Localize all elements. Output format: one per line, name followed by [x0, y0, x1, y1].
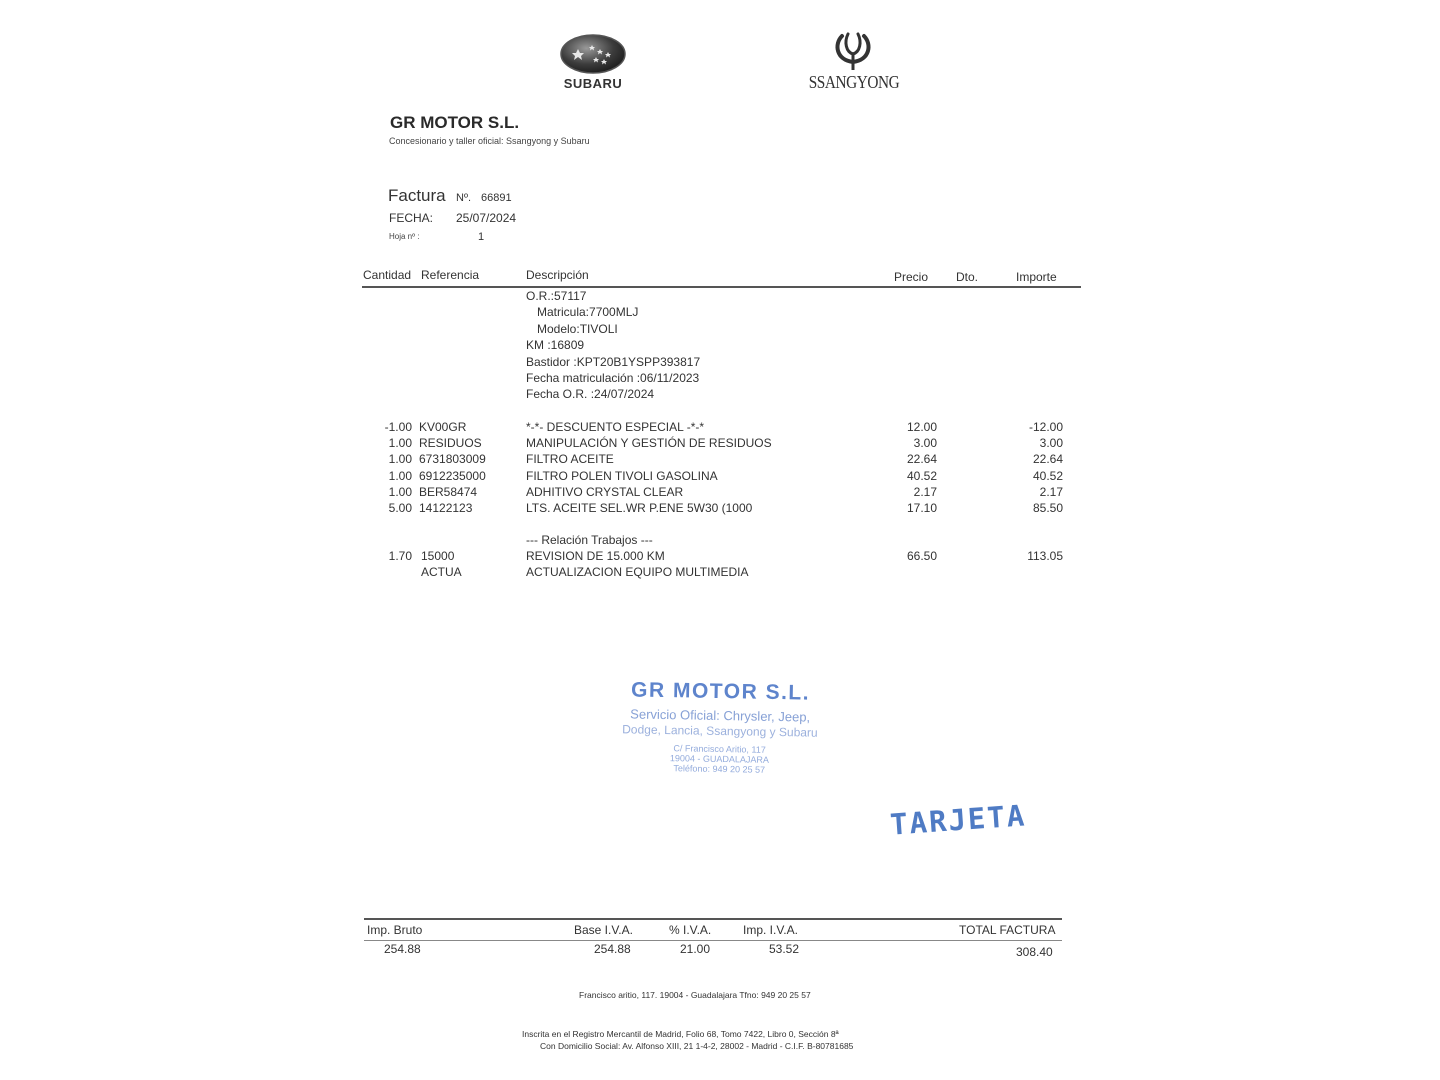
column-header-description: Descripción	[526, 268, 589, 282]
work-order-date: Fecha O.R. :24/07/2024	[526, 387, 655, 402]
row-reference: KV00GR	[419, 420, 467, 434]
row-amount: 85.50	[1032, 501, 1063, 515]
sheet-label: Hoja nº :	[389, 232, 420, 241]
row-description: *-*- DESCUENTO ESPECIAL -*-*	[526, 420, 705, 434]
row-description: MANIPULACIÓN Y GESTIÓN DE RESIDUOS	[526, 436, 772, 450]
vat-amount-label: Imp. I.V.A.	[743, 923, 798, 937]
row-amount: 113.05	[1027, 549, 1063, 563]
payment-method-stamp: TARJETA	[888, 798, 1028, 842]
totals-divider	[364, 918, 1062, 920]
work-order-number: O.R.:57117	[526, 289, 587, 303]
row-amount: 3.00	[1039, 436, 1063, 450]
column-header-discount: Dto.	[956, 270, 979, 284]
work-order-info	[526, 288, 700, 403]
invoice-total: 308.40	[1016, 945, 1053, 959]
company-name: GR MOTOR S.L.	[390, 113, 520, 132]
registration-date: Fecha matriculación :06/11/2023	[526, 371, 700, 386]
stamp-company-name: GR MOTOR S.L.	[630, 678, 811, 705]
row-description: FILTRO POLEN TIVOLI GASOLINA	[526, 469, 718, 483]
stamp-city-line: 19004 - GUADALAJARA	[669, 753, 770, 765]
company-stamp	[605, 678, 835, 776]
column-header-price: Precio	[894, 270, 929, 284]
row-quantity: 1.00	[388, 452, 412, 466]
row-price: 17.10	[906, 501, 937, 515]
stamp-service-line: Servicio Oficial: Chrysler, Jeep,	[630, 706, 811, 725]
subaru-wordmark: SUBARU	[563, 76, 623, 91]
row-reference: 6731803009	[419, 452, 486, 466]
invoice-date-label: FECHA:	[389, 211, 434, 225]
column-header-quantity: Cantidad	[363, 268, 412, 282]
row-reference: RESIDUOS	[419, 436, 482, 450]
gross-amount-label: Imp. Bruto	[367, 923, 423, 937]
invoice-date: 25/07/2024	[456, 211, 517, 225]
row-description: ACTUALIZACION EQUIPO MULTIMEDIA	[526, 565, 749, 579]
row-price: 66.50	[906, 549, 937, 563]
row-reference: BER58474	[419, 485, 478, 499]
row-reference: 15000	[421, 549, 455, 563]
row-description: LTS. ACEITE SEL.WR P.ENE 5W30 (1000	[526, 501, 753, 515]
row-quantity: 1.70	[388, 549, 412, 563]
column-header-amount: Importe	[1016, 270, 1057, 284]
mileage: KM :16809	[526, 338, 585, 353]
table-row	[0, 452, 1440, 468]
ssangyong-wordmark: SSANGYONG	[808, 72, 900, 92]
row-amount: 40.52	[1032, 469, 1063, 483]
vat-rate-label: % I.V.A.	[669, 923, 712, 937]
row-quantity: 1.00	[388, 469, 412, 483]
row-amount: 2.17	[1039, 485, 1063, 499]
ssangyong-logo	[826, 30, 880, 74]
row-reference: ACTUA	[421, 565, 462, 579]
company-tagline: Concesionario y taller oficial: Ssangyong y Subaru	[389, 136, 590, 146]
plate-number: Matricula:7700MLJ	[537, 305, 639, 320]
vehicle-model: Modelo:TIVOLI	[537, 321, 618, 336]
row-amount: -12.00	[1028, 420, 1063, 434]
row-quantity: 1.00	[388, 436, 412, 450]
table-row	[0, 469, 1440, 485]
row-price: 22.64	[906, 452, 937, 466]
invoice-number: 66891	[481, 192, 512, 204]
row-price: 40.52	[906, 469, 937, 483]
stamp-address-line: C/ Francisco Aritio, 117	[673, 743, 766, 755]
row-description: REVISION DE 15.000 KM	[526, 549, 665, 563]
invoice-total-label: TOTAL FACTURA	[959, 923, 1056, 937]
table-row	[0, 420, 1440, 436]
table-row	[0, 485, 1440, 501]
column-header-reference: Referencia	[421, 268, 480, 282]
row-quantity: 1.00	[388, 485, 412, 499]
row-reference: 14122123	[419, 501, 473, 515]
table-row	[0, 436, 1440, 452]
invoice-number-label: Nº.	[456, 192, 472, 204]
totals-subdivider	[364, 940, 1062, 941]
chassis-number: Bastidor :KPT20B1YSPP393817	[526, 354, 701, 369]
stamp-phone-line: Teléfono: 949 20 25 57	[673, 763, 766, 775]
row-price: 12.00	[906, 420, 937, 434]
row-quantity: -1.00	[384, 420, 412, 434]
table-row	[0, 565, 1440, 581]
row-description: ADHITIVO CRYSTAL CLEAR	[526, 485, 684, 499]
row-description: FILTRO ACEITE	[526, 452, 614, 466]
row-quantity: 5.00	[388, 501, 412, 515]
row-reference: 6912235000	[419, 469, 486, 483]
footer-registered-office: Con Domicilio Social: Av. Alfonso XIII, 21 1-4-2, 28002 - Madrid - C.I.F. B-80781685	[540, 1041, 854, 1051]
footer-address: Francisco aritio, 117. 19004 - Guadalajara Tfno: 949 20 25 57	[579, 990, 811, 1000]
footer-registry: Inscrita en el Registro Mercantil de Madrid, Folio 68, Tomo 7422, Libro 0, Sección 8ª	[522, 1029, 839, 1039]
table-row	[0, 501, 1440, 517]
gross-amount: 254.88	[384, 942, 421, 956]
vat-base-label: Base I.V.A.	[574, 923, 633, 937]
table-row	[0, 549, 1440, 565]
stamp-brands-line: Dodge, Lancia, Ssangyong y Subaru	[622, 722, 818, 740]
row-price: 2.17	[913, 485, 937, 499]
header-divider	[362, 286, 1081, 288]
row-amount: 22.64	[1032, 452, 1063, 466]
labor-header-text: --- Relación Trabajos ---	[526, 533, 653, 547]
vat-amount: 53.52	[769, 942, 800, 956]
invoice-label: Factura	[388, 186, 446, 205]
labor-section-header	[0, 533, 1440, 549]
vat-rate: 21.00	[680, 942, 711, 956]
sheet-number: 1	[478, 231, 485, 243]
vat-base: 254.88	[594, 942, 631, 956]
row-price: 3.00	[913, 436, 937, 450]
